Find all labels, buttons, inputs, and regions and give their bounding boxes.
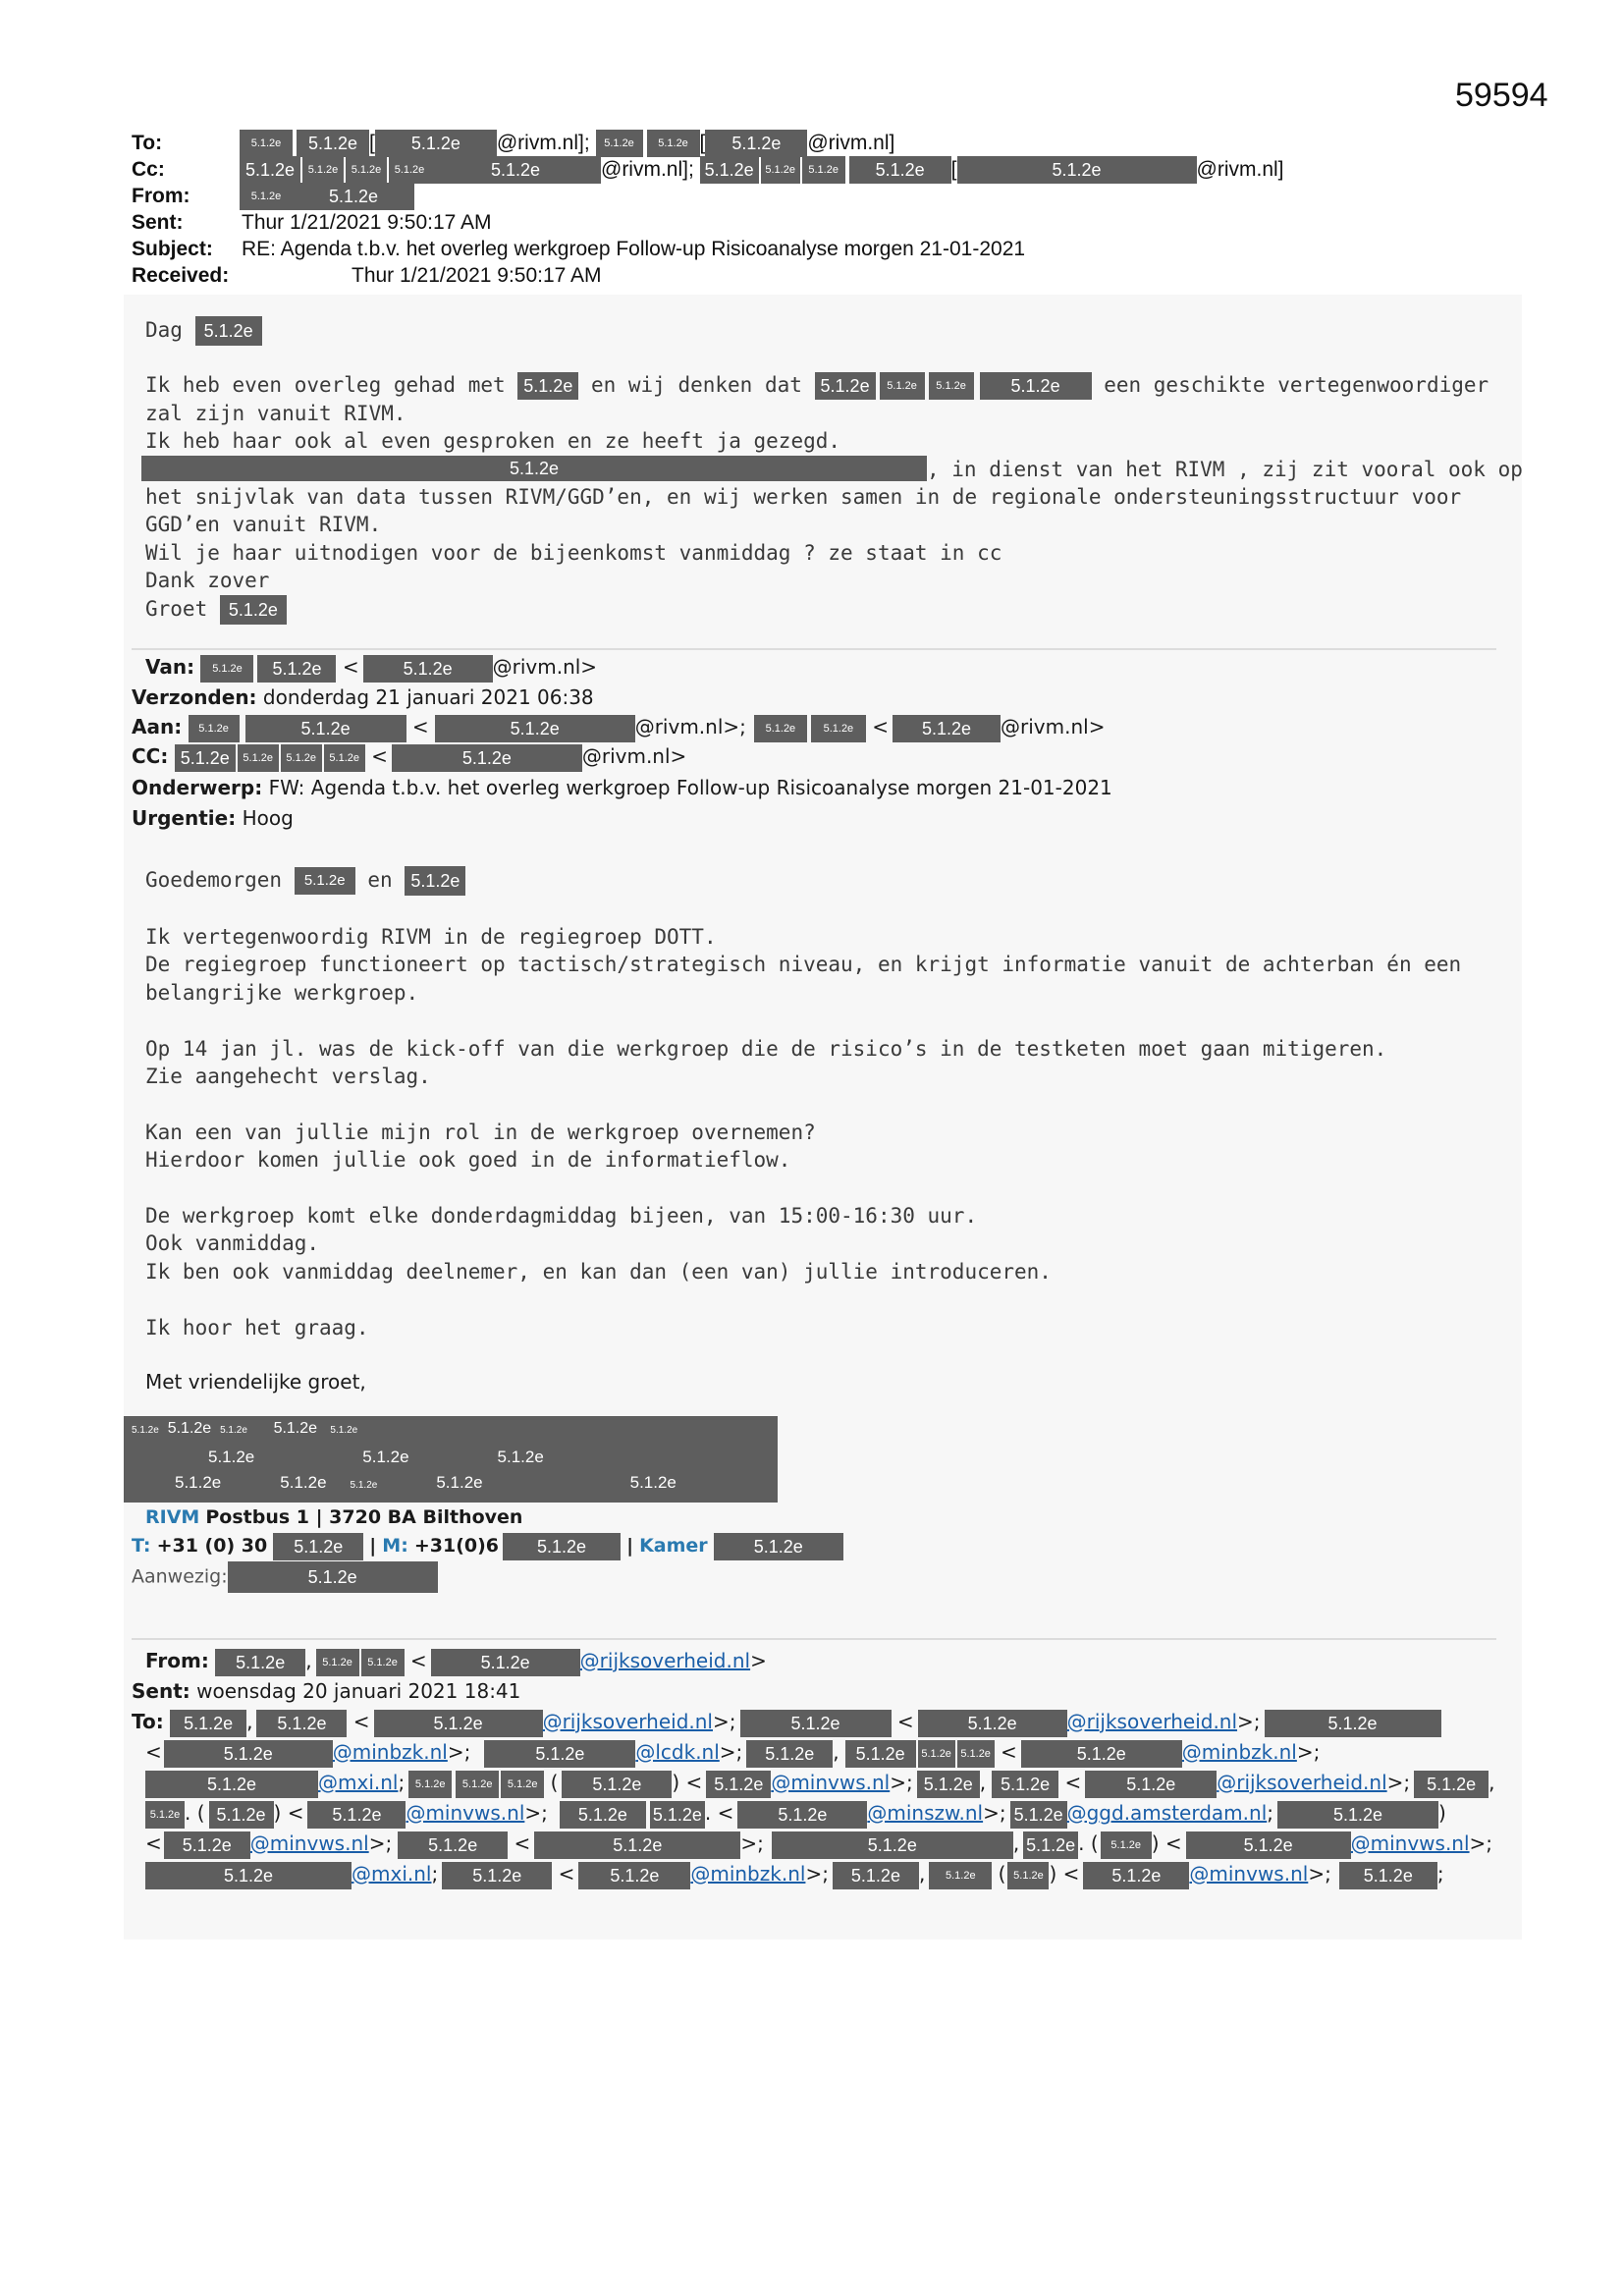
email2-p3: belangrijke werkgroep. — [145, 981, 419, 1005]
redaction: 5.1.2e — [240, 130, 293, 157]
email2-p9: Ook vanmiddag. — [145, 1231, 320, 1255]
redaction: 5.1.2e — [560, 1801, 646, 1829]
email2-van-row: Van: 5.1.2e 5.1.2e < 5.1.2e @rivm.nl> — [145, 652, 597, 683]
redaction: 5.1.2e — [596, 130, 643, 157]
redaction: 5.1.2e — [562, 1771, 672, 1798]
redaction: 5.1.2e — [761, 156, 800, 184]
redaction: 5.1.2e — [1186, 1831, 1351, 1859]
redaction: 5.1.2e — [772, 1831, 1013, 1859]
redaction: 5.1.2e — [1007, 1862, 1049, 1889]
email3-to-row4: 5.1.2e . ( 5.1.2e ) < 5.1.2e @minvws.nl>; 5.1.2e 5.1.2e . < 5.1.2e @minszw.nl>; 5.1.2e @ggd.amsterdam.nl; 5.1.2e ) — [145, 1798, 1446, 1829]
email1-line4: , in dienst van het RIVM , zij zit vooral ook op — [927, 458, 1523, 481]
redaction: 5.1.2e — [1414, 1771, 1489, 1798]
email1-to-row — [132, 130, 162, 156]
redaction: 5.1.2e — [398, 1831, 508, 1859]
email1-line3: Ik heb haar ook al even gesproken en ze heeft ja gezegd. — [145, 429, 841, 453]
redaction: 5.1.2e — [295, 867, 355, 895]
email-link[interactable]: @minvws.nl — [1350, 1831, 1470, 1855]
redaction: 5.1.2e — [1277, 1801, 1438, 1829]
email2-p1: Ik vertegenwoordig RIVM in de regiegroep DOTT. — [145, 925, 717, 949]
redaction: 5.1.2e — [849, 156, 951, 184]
email-link[interactable]: @rijksoverheid.nl — [1217, 1771, 1387, 1794]
redaction: 5.1.2e — [929, 372, 974, 400]
redaction: 5.1.2e — [880, 372, 925, 400]
email2-p11: Ik hoor het graag. — [145, 1316, 369, 1339]
email-link[interactable]: @minbzk.nl — [690, 1862, 806, 1886]
redaction: 5.1.2e — [1021, 1740, 1182, 1768]
divider — [132, 1638, 1496, 1640]
email1-sent-value: Thur 1/21/2021 9:50:17 AM — [242, 211, 492, 234]
redaction: 5.1.2e — [316, 1649, 359, 1676]
redaction: 5.1.2e — [170, 1710, 246, 1737]
email3-to-row3: 5.1.2e @mxi.nl; 5.1.2e 5.1.2e 5.1.2e ( 5.1.2e ) < 5.1.2e @minvws.nl>; 5.1.2e , 5.1.2e < 5.1.2e @rijksoverheid.nl>; 5.1.2e , — [145, 1768, 1495, 1798]
email2-p2: De regiegroep functioneert op tactisch/strategisch niveau, en krijgt informatie vanuit de achterban én een — [145, 953, 1462, 976]
redaction: 5.1.2e — [346, 156, 387, 184]
signature-redaction-block: 5.1.2e 5.1.2e 5.1.2e 5.1.2e 5.1.2e 5.1.2e 5.1.2e 5.1.2e 5.1.2e 5.1.2e 5.1.2e 5.1.2e 5.1.2e — [124, 1416, 778, 1503]
email-link[interactable]: @ggd.amsterdam.nl — [1066, 1801, 1268, 1825]
redaction: 5.1.2e — [164, 1831, 250, 1859]
email2-onderwerp-row: Onderwerp: FW: Agenda t.b.v. het overleg werkgroep Follow-up Risicoanalyse morgen 21-01-2021 — [132, 776, 1112, 799]
email2-urgentie-row: Urgentie: Hoog — [132, 806, 294, 830]
email1-to-values: 5.1.2e 5.1.2e [ 5.1.2e @rivm.nl]; 5.1.2e 5.1.2e [ 5.1.2e @rivm.nl] — [240, 130, 894, 157]
redaction: 5.1.2e — [141, 456, 927, 481]
redaction: 5.1.2e — [1023, 1831, 1078, 1859]
redaction: 5.1.2e — [195, 316, 262, 346]
redaction: 5.1.2e — [238, 744, 279, 772]
redaction: 5.1.2e — [215, 1649, 305, 1676]
redaction: 5.1.2e — [200, 655, 253, 683]
redaction: 5.1.2e — [430, 156, 601, 184]
document-number: 59594 — [1455, 77, 1548, 114]
redaction: 5.1.2e — [992, 1771, 1058, 1798]
redaction: 5.1.2e — [918, 1740, 955, 1768]
email-link[interactable]: @rijksoverheid.nl — [542, 1710, 713, 1733]
redaction: 5.1.2e — [145, 1862, 352, 1889]
redaction: 5.1.2e — [1083, 1862, 1189, 1889]
email-link[interactable]: @mxi.nl — [352, 1862, 432, 1886]
redaction: 5.1.2e — [833, 1862, 919, 1889]
email1-subject-value: RE: Agenda t.b.v. het overleg werkgroep Follow-up Risicoanalyse morgen 21-01-2021 — [242, 238, 1026, 260]
email3-to-row6: 5.1.2e @mxi.nl; 5.1.2e < 5.1.2e @minbzk.nl>; 5.1.2e , 5.1.2e ( 5.1.2e ) < 5.1.2e @minvws.nl>; 5.1.2e ; — [145, 1859, 1444, 1889]
email-link[interactable]: @minvws.nl — [249, 1831, 369, 1855]
to-address-suffix: @rivm.nl] — [807, 132, 895, 154]
signature-aanwezig: Aanwezig: 5.1.2e — [132, 1561, 438, 1593]
redaction: 5.1.2e — [740, 1710, 892, 1737]
email1-line1: Ik heb even overleg gehad met 5.1.2e en wij denken dat 5.1.2e 5.1.2e 5.1.2e 5.1.2e een geschikte vertegenwoordiger — [145, 371, 1489, 400]
redaction: 5.1.2e — [737, 1801, 867, 1829]
redaction: 5.1.2e — [700, 156, 759, 184]
redaction: 5.1.2e — [209, 1801, 274, 1829]
redaction: 5.1.2e — [917, 1771, 980, 1798]
redaction: 5.1.2e — [256, 1710, 347, 1737]
email1-cc-values: 5.1.2e 5.1.2e 5.1.2e 5.1.2e 5.1.2e @rivm.nl]; 5.1.2e 5.1.2e 5.1.2e 5.1.2e [ 5.1.2e @rivm.nl] — [240, 156, 1284, 184]
redaction: 5.1.2e — [297, 130, 369, 157]
email2-p6: Kan een van jullie mijn rol in de werkgroep overnemen? — [145, 1121, 816, 1144]
email2-p5: Zie aangehecht verslag. — [145, 1065, 431, 1088]
redaction: 5.1.2e — [980, 372, 1092, 400]
redaction: 5.1.2e — [431, 1649, 580, 1676]
redaction: 5.1.2e — [392, 744, 582, 772]
redaction: 5.1.2e — [363, 655, 493, 683]
redaction: 5.1.2e — [578, 1862, 690, 1889]
redaction: 5.1.2e — [324, 744, 365, 772]
redaction: 5.1.2e — [1010, 1801, 1067, 1829]
redaction: 5.1.2e — [189, 715, 240, 742]
redaction: 5.1.2e — [281, 744, 322, 772]
email1-sent-row — [132, 209, 184, 236]
redaction: 5.1.2e — [408, 1771, 452, 1798]
redaction: 5.1.2e — [257, 655, 336, 683]
email3-to-row2: < 5.1.2e @minbzk.nl>; 5.1.2e @lcdk.nl>; 5.1.2e , 5.1.2e 5.1.2e 5.1.2e < 5.1.2e @minbzk.nl>; — [145, 1737, 1320, 1768]
redaction: 5.1.2e — [389, 156, 430, 184]
redaction: 5.1.2e — [484, 1740, 635, 1768]
divider — [132, 648, 1496, 650]
redaction: 5.1.2e — [746, 1740, 833, 1768]
redaction: 5.1.2e — [164, 1740, 333, 1768]
redaction: 5.1.2e — [240, 183, 293, 210]
email-link[interactable]: @minbzk.nl — [1181, 1740, 1297, 1764]
email2-p8: De werkgroep komt elke donderdagmiddag bijeen, van 15:00-16:30 uur. — [145, 1204, 978, 1228]
email1-from-row — [132, 183, 190, 209]
redaction: 5.1.2e — [501, 1771, 544, 1798]
redaction: 5.1.2e — [754, 715, 807, 742]
redaction: 5.1.2e — [405, 866, 465, 896]
redaction: 5.1.2e — [647, 130, 700, 157]
redaction: 5.1.2e — [918, 1710, 1067, 1737]
redaction: 5.1.2e — [929, 1862, 992, 1889]
redaction: 5.1.2e — [442, 1862, 552, 1889]
email2-p10: Ik ben ook vanmiddag deelnemer, en kan dan (een van) jullie introduceren. — [145, 1260, 1052, 1284]
signature-address: RIVM Postbus 1 | 3720 BA Bilthoven — [145, 1506, 523, 1528]
redaction: 5.1.2e — [273, 1533, 363, 1560]
redaction: 5.1.2e — [706, 1771, 771, 1798]
redaction: 5.1.2e — [1265, 1710, 1441, 1737]
redaction: 5.1.2e — [811, 715, 866, 742]
redaction: 5.1.2e — [307, 1801, 406, 1829]
email2-p7: Hierdoor komen jullie ook goed in de informatieflow. — [145, 1148, 791, 1172]
email1-line9: Groet 5.1.2e — [145, 595, 287, 625]
redaction: 5.1.2e — [175, 744, 236, 772]
redaction: 5.1.2e — [705, 130, 807, 157]
email1-subject-row — [132, 236, 213, 262]
email1-greeting: Dag 5.1.2e — [145, 316, 262, 346]
email-link[interactable]: @mxi.nl — [318, 1771, 399, 1794]
email2-cc-row: CC: 5.1.2e 5.1.2e 5.1.2e 5.1.2e < 5.1.2e @rivm.nl> — [132, 741, 686, 772]
email-link[interactable]: @minszw.nl — [867, 1801, 984, 1825]
redaction: 5.1.2e — [845, 1740, 916, 1768]
email2-greeting: Goedemorgen 5.1.2e en 5.1.2e — [145, 866, 465, 896]
subject-label: Subject: — [132, 238, 213, 260]
email3-sent-row: Sent: woensdag 20 januari 2021 18:41 — [132, 1679, 521, 1703]
email-link[interactable]: @minvws.nl — [771, 1771, 891, 1794]
email1-cc-row — [132, 156, 165, 183]
redaction: 5.1.2e — [435, 715, 635, 742]
redaction: 5.1.2e — [375, 130, 497, 157]
email2-p4: Op 14 jan jl. was de kick-off van die werkgroep die de risico’s in de testketen moet gaan mitigeren. — [145, 1037, 1387, 1061]
email1-received-value: Thur 1/21/2021 9:50:17 AM — [352, 264, 602, 287]
email-link[interactable]: @minbzk.nl — [332, 1740, 448, 1764]
sent-label: Sent: — [132, 211, 184, 234]
redaction: 5.1.2e — [456, 1771, 499, 1798]
redaction: 5.1.2e — [650, 1801, 705, 1829]
redaction: 5.1.2e — [374, 1710, 543, 1737]
redaction: 5.1.2e — [517, 372, 578, 400]
redaction: 5.1.2e — [714, 1533, 843, 1560]
redaction: 5.1.2e — [503, 1533, 621, 1560]
redaction: 5.1.2e — [957, 156, 1197, 184]
signature-phone: T: +31 (0) 30 5.1.2e | M: +31(0)6 5.1.2e | Kamer 5.1.2e — [132, 1531, 843, 1560]
from-label: From: — [132, 185, 190, 207]
email3-from-row: From: 5.1.2e , 5.1.2e 5.1.2e < 5.1.2e @rijksoverheid.nl> — [145, 1646, 767, 1676]
cc-address-suffix: @rivm.nl]; — [601, 158, 694, 181]
email1-from-values — [240, 183, 414, 210]
redaction: 5.1.2e — [361, 1649, 405, 1676]
email1-received-row — [132, 262, 229, 289]
email1-line2: zal zijn vanuit RIVM. — [145, 402, 406, 425]
email2-verzonden-row: Verzonden: donderdag 21 januari 2021 06:38 — [132, 685, 594, 709]
email2-aan-row: Aan: 5.1.2e 5.1.2e < 5.1.2e @rivm.nl>; 5.1.2e 5.1.2e < 5.1.2e @rivm.nl> — [132, 712, 1105, 742]
redaction: 5.1.2e — [228, 1561, 438, 1593]
redaction: 5.1.2e — [815, 372, 876, 400]
email2-closing: Met vriendelijke groet, — [145, 1370, 366, 1394]
redaction: 5.1.2e — [302, 156, 344, 184]
redaction: 5.1.2e — [534, 1831, 740, 1859]
email3-to-row1: To: 5.1.2e , 5.1.2e < 5.1.2e @rijksoverheid.nl>; 5.1.2e < 5.1.2e @rijksoverheid.nl>; 5.1.2e — [132, 1707, 1441, 1737]
redaction: 5.1.2e — [145, 1771, 318, 1798]
redaction: 5.1.2e — [245, 715, 406, 742]
redaction: 5.1.2e — [893, 715, 1001, 742]
to-address-suffix: @rivm.nl]; — [496, 132, 590, 154]
email-link[interactable]: @minvws.nl — [406, 1801, 525, 1825]
redaction: 5.1.2e — [1339, 1862, 1437, 1889]
email-link[interactable]: @rijksoverheid.nl — [1066, 1710, 1238, 1733]
cc-address-suffix: @rivm.nl] — [1196, 158, 1284, 181]
redaction: 5.1.2e — [802, 156, 845, 184]
redaction: 5.1.2e — [1101, 1831, 1152, 1859]
to-label: To: — [132, 132, 163, 154]
cc-label: Cc: — [132, 158, 165, 181]
redaction-codes: 5.1.2e 5.1.2e 5.1.2e 5.1.2e 5.1.2e — [132, 1420, 358, 1437]
redaction: 5.1.2e — [240, 156, 300, 184]
redaction: 5.1.2e — [957, 1740, 995, 1768]
email1-line8: Dank zover — [145, 569, 270, 592]
email-link[interactable]: @minvws.nl — [1189, 1862, 1309, 1886]
received-label: Received: — [132, 264, 230, 287]
email1-line5: het snijvlak van data tussen RIVM/GGD’en, en wij werken samen in de regionale ondersteuningsstructuur voor — [145, 485, 1462, 509]
redaction: 5.1.2e — [1085, 1771, 1217, 1798]
email-link[interactable]: @rijksoverheid.nl — [579, 1649, 751, 1672]
redaction: 5.1.2e — [145, 1801, 185, 1829]
redaction: 5.1.2e — [220, 595, 287, 625]
email1-line6: GGD’en vanuit RIVM. — [145, 513, 382, 536]
email-link[interactable]: @lcdk.nl — [635, 1740, 720, 1764]
redaction: 5.1.2e — [293, 183, 414, 210]
email1-line7: Wil je haar uitnodigen voor de bijeenkomst vanmiddag ? ze staat in cc — [145, 541, 1002, 565]
email3-to-row5: < 5.1.2e @minvws.nl>; 5.1.2e < 5.1.2e >; 5.1.2e , 5.1.2e . ( 5.1.2e ) < 5.1.2e @minvws.nl>; — [145, 1829, 1492, 1859]
